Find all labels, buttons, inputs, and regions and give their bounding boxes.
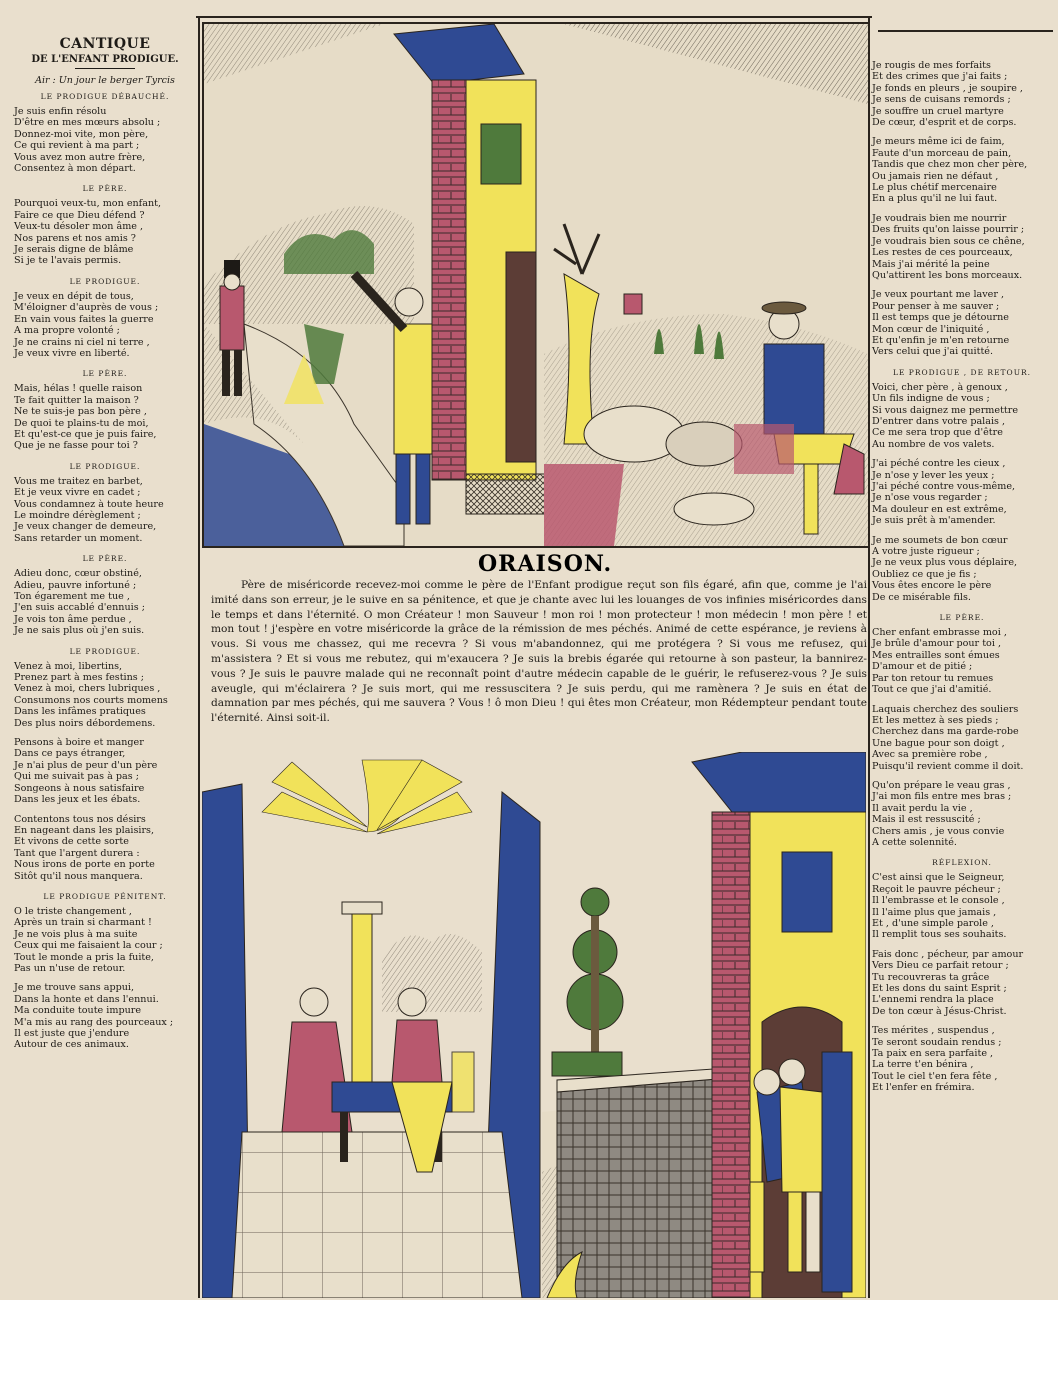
return-woodcut <box>202 752 866 1298</box>
song-section <box>872 368 1052 603</box>
stanza: Je voudrais bien me nourrir Des fruits qu'on laisse pourrir ; Je voudrais bien sous ce chêne, Les restes de ces pourceaux, Mais j'ai mérité la peine Qu'attirent les bons morceaux. <box>872 212 1025 281</box>
stanza: Laquais cherchez des souliers Et les mettez à ses pieds ; Cherchez dans ma garde-robe Une bague pour son doigt , Avec sa première robe , Puisqu'il revient comme il doit. <box>872 703 1024 772</box>
song-title: CANTIQUE <box>59 36 151 52</box>
song-section <box>14 92 196 174</box>
top-right-rule <box>878 30 1053 32</box>
title-rule <box>75 68 135 69</box>
stanza: Adieu donc, cœur obstiné, Adieu, pauvre infortuné ; Ton égarement me tue , J'en suis accablé d'ennuis ; Je vois ton âme perdue , Je ne sais plus où j'en suis. <box>14 568 145 637</box>
stanza: Je veux en dépit de tous, M'éloigner d'auprès de vous ; En vain vous faites la guerre A ma propre volonté ; Je ne crains ni ciel ni terre , Je veux vivre en liberté. <box>14 290 159 359</box>
left-sections <box>14 92 196 1051</box>
stanza: Je me trouve sans appui, Dans la honte et dans l'ennui. Ma conduite toute impure M'a mis au rang des pourceaux ; Il est juste que j'endure Autour de ces animaux. <box>14 982 174 1051</box>
song-section <box>872 613 1052 848</box>
stanza: Venez à moi, libertins, Prenez part à mes festins ; Venez à moi, chers lubriques , Consumons nos courts momens Dans les infâmes pratiques Des plus noirs débordemens. <box>14 660 168 729</box>
stanza: Qu'on prépare le veau gras , J'ai mon fils entre mes bras ; Il avait perdu la vie , Mais il est ressuscité ; Chers amis , je vous convie A cette solennité. <box>872 779 1012 848</box>
section-heading: LE PRODIGUE PÉNITENT. <box>43 891 167 901</box>
song-section <box>14 277 196 359</box>
section-heading: LE PÈRE. <box>82 554 128 564</box>
top-rule <box>196 16 872 18</box>
stanza: Tes mérites , suspendus , Te seront soudain rendus ; Ta paix en sera parfaite , La terre t'en bénira , Tout le ciel t'en fera fête , Et l'enfer en frémira. <box>872 1025 1002 1094</box>
section-heading: LE PÈRE. <box>82 184 128 194</box>
section-heading: LE PRODIGUE. <box>69 276 141 286</box>
oraison-title: ORAISON. <box>478 551 613 577</box>
song-section <box>14 554 196 636</box>
stanza: Pensons à boire et manger Dans ce pays étranger, Je n'ai plus de peur d'un père Qui me suivait pas à pas ; Songeons à nous satisfaire Dans les jeux et les ébats. <box>14 737 158 806</box>
stanza: Vous me traitez en barbet, Et je veux vivre en cadet ; Vous condamnez à toute heure Le moindre dérèglement ; Je veux changer de demeure, Sans retarder un moment. <box>14 475 164 544</box>
top-illustration <box>202 22 870 548</box>
stanza: Je suis enfin résolu D'être en mes mœurs absolu ; Donnez-moi vite, mon père, Ce qui revient à ma part ; Vous avez mon autre frère, Consentez à mon départ. <box>14 106 161 175</box>
section-heading: LE PRODIGUE DÉBAUCHÉ. <box>40 92 170 101</box>
section-heading: LE PÈRE. <box>82 369 128 379</box>
right-text-column <box>872 60 1052 1104</box>
song-section <box>14 892 196 1051</box>
song-section <box>14 184 196 266</box>
stanza: Pourquoi veux-tu, mon enfant, Faire ce que Dieu défend ? Veux-tu désoler mon âme , Nos parens et nos amis ? Je serais digne de blâme Si je te l'avais permis. <box>14 198 162 267</box>
stanza: Fais donc , pécheur, par amour Vers Dieu ce parfait retour ; Tu recouvreras ta grâce Et les dons du saint Esprit ; L'ennemi rendra la place De ton cœur à Jésus-Christ. <box>872 948 1024 1017</box>
stanza: Mais, hélas ! quelle raison Te fait quitter la maison ? Ne te suis-je pas bon père , De quoi te plains-tu de moi, Et qu'est-ce que je puis faire, Que je ne fasse pour toi ? <box>14 383 157 452</box>
stanza: Contentons tous nos désirs En nageant dans les plaisirs, Et vivons de cette sorte Tant que l'argent durera : Nous irons de porte en porte Sitôt qu'il nous manquera. <box>14 813 155 882</box>
stanza: Je rougis de mes forfaits Et des crimes que j'ai faits ; Je fonds en pleurs , je soupire , Je sens de cuisans remords ; Je souffre un cruel martyre De cœur, d'esprit et de corps. <box>872 60 1023 129</box>
bottom-illustration <box>202 752 866 1298</box>
stanza: Je me soumets de bon cœur A votre juste rigueur ; Je ne veux plus vous déplaire, Oubliez ce que je fis ; Vous êtes encore le père De ce misérable fils. <box>872 534 1018 603</box>
stanza: O le triste changement , Après un train si charmant ! Je ne vois plus à ma suite Ceux qui me faisaient la cour ; Tout le monde a pris la fuite, Pas un n'use de retour. <box>14 905 163 974</box>
oraison-text: Père de miséricorde recevez-moi comme le père de l'Enfant prodigue reçut son fils égaré, afin que, comme je l'ai imité dans son erreur, je le suive en sa pénitence, et que je chante avec lui les louanges de vos infinies miséricordes dans le temps et dans l'éternité. O mon Créateur ! mon Sauveur ! mon roi ! mon protecteur ! mon médecin ! mon père ! et mon tout ! j'espère en votre miséricorde la grâce de la rémission de mes péchés. Animé de cette espérance, je reviens à vous. Si vous me chassez, qui me recevra ? Si vous m'abandonnez, qui me protégera ? Si vous me refusez, qui m'assistera ? Et si vous me rebutez, qui m'exaucera ? Je suis la brebis égarée qui retourne à son pasteur, la bannirez-vous ? Je suis le pauvre malade qui ne reconnaît point d'autre médecin capable de le guérir, le refuserez-vous ? Je suis aveugle, qui m'éclairera ? Je suis mort, qui me ressuscitera ? Je suis perdu, qui me ramènera ? Je suis en état de damnation par mes péchés, qui me sauvera ? Vous ! ô mon Dieu ! qui êtes mon Créateur, mon Rédempteur pendant toute l'éternité. Ainsi soit-il. <box>211 579 867 725</box>
song-section <box>14 647 196 882</box>
air-line: Air : Un jour le berger Tyrcis <box>35 75 175 86</box>
sun <box>262 760 472 834</box>
stanza: J'ai péché contre les cieux , Je n'ose y lever les yeux ; J'ai péché contre vous-même, Je n'ose vous regarder ; Ma douleur en est extrême, Je suis prêt à m'amender. <box>872 458 1016 527</box>
stanza: Je meurs même ici de faim, Faute d'un morceau de pain, Tandis que chez mon cher père, Ou jamais rien ne défaut , Le plus chétif mercenaire En a plus qu'il ne lui faut. <box>872 136 1028 205</box>
section-heading: LE PRODIGUE , DE RETOUR. <box>892 367 1032 377</box>
song-section <box>872 60 1052 358</box>
stanza: Je veux pourtant me laver , Pour penser à me sauver ; Il est temps que je détourne Mon cœur de l'iniquité , Et qu'enfin je m'en retourne Vers celui que j'ai quitté. <box>872 289 1010 358</box>
left-divider <box>198 16 200 1298</box>
song-section <box>14 369 196 451</box>
stanza: C'est ainsi que le Seigneur, Reçoit le pauvre pécheur ; Il l'embrasse et le console , Il l'aime plus que jamais , Et , d'une simple parole , Il remplit tous ses souhaits. <box>872 872 1007 941</box>
right-sections <box>872 60 1052 1094</box>
song-section <box>872 858 1052 1093</box>
departure-woodcut <box>204 24 868 546</box>
song-section <box>14 462 196 544</box>
stanza: Cher enfant embrasse moi , Je brûle d'amour pour toi , Mes entrailles sont émues D'amour et de pitié ; Par ton retour tu remues Tout ce que j'ai d'amitié. <box>872 627 1007 696</box>
section-heading: RÉFLEXION. <box>932 858 992 868</box>
song-subtitle: DE L'ENFANT PRODIGUE. <box>31 54 179 65</box>
section-heading: LE PRODIGUE. <box>69 646 141 656</box>
stanza: Voici, cher père , à genoux , Un fils indigne de vous ; Si vous daignez me permettre D'entrer dans votre palais , Ce me sera trop que d'être Au nombre de vos valets. <box>872 381 1019 450</box>
section-heading: LE PRODIGUE. <box>69 461 141 471</box>
section-heading: LE PÈRE. <box>939 613 985 623</box>
left-text-column <box>14 36 196 1061</box>
